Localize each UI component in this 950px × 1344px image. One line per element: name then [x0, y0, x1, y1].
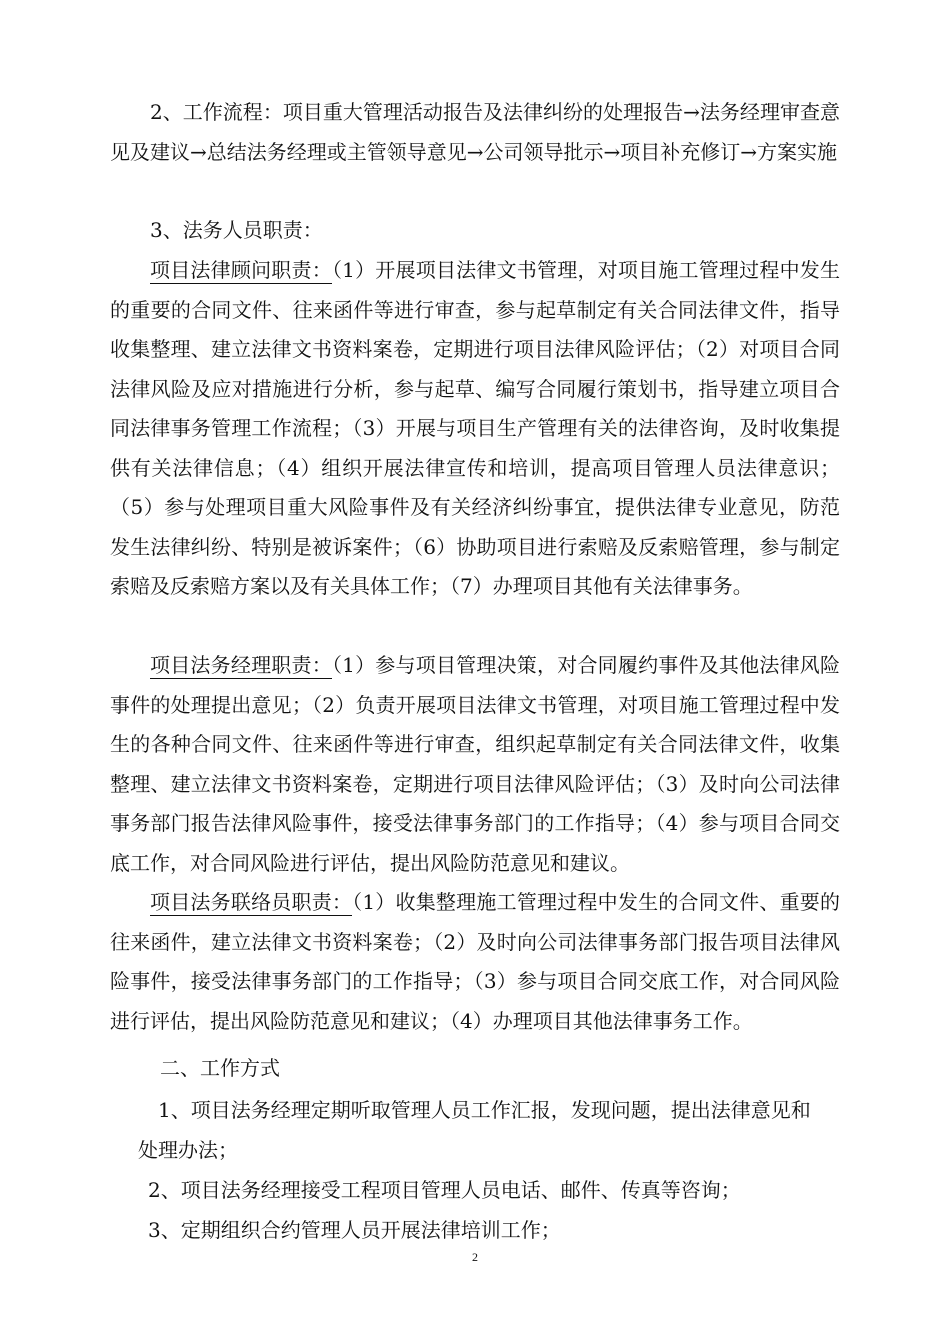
legal-manager-duties-text: （1）参与项目管理决策，对合同履约事件及其他法律风险事件的处理提出意见；（2）负责开展项目法律文书管理，对项目施工管理过程中发生的各种合同文件、往来函件等进行审查，组织起草制定有关合同法律文件，收集整理、建立法律文书资料案卷，定期进行项目法律风险评估；（3）及时向公司法律事务部门报告法律风险事件，接受法律事务部门的工作指导；（4）参与项目合同交底工作，对合同风险进行评估，提出风险防范意见和建议。	[110, 653, 841, 875]
legal-manager-duties-label: 项目法务经理职责：	[150, 653, 332, 677]
method-item-1-line-2: 处理办法；	[138, 1138, 238, 1162]
legal-liaison-duties-paragraph	[110, 883, 840, 1041]
legal-advisor-duties-text: （1）开展项目法律文书管理，对项目施工管理过程中发生的重要的合同文件、往来函件等进行审查，参与起草制定有关合同法律文件，指导收集整理、建立法律文书资料案卷，定期进行项目法律风险评估；（2）对项目合同法律风险及应对措施进行分析，参与起草、编写合同履行策划书，指导建立项目合同法律事务管理工作流程；（3）开展与项目生产管理有关的法律咨询，及时收集提供有关法律信息；（4）组织开展法律宣传和培训，提高项目管理人员法律意识；（5）参与处理项目重大风险事件及有关经济纠纷事宜，提供法律专业意见，防范发生法律纠纷、特别是被诉案件；（6）协助项目进行索赔及反索赔管理，参与制定索赔及反索赔方案以及有关具体工作；（7）办理项目其他有关法律事务。	[110, 258, 841, 598]
workflow-paragraph: 2、工作流程：项目重大管理活动报告及法律纠纷的处理报告→法务经理审查意见及建议→总结法务经理或主管领导意见→公司领导批示→项目补充修订→方案实施	[110, 100, 840, 164]
legal-liaison-duties-label: 项目法务联络员职责：	[150, 890, 353, 914]
legal-advisor-duties-label: 项目法律顾问职责：	[150, 258, 332, 282]
method-item-1-line-1: 1、项目法务经理定期听取管理人员工作汇报，发现问题，提出法律意见和	[158, 1098, 811, 1122]
method-item-2: 2、项目法务经理接受工程项目管理人员电话、邮件、传真等咨询；	[148, 1178, 741, 1202]
legal-liaison-duties-text: （1）收集整理施工管理过程中发生的合同文件、重要的往来函件，建立法律文书资料案卷；（2）及时向公司法律事务部门报告项目法律风险事件，接受法律事务部门的工作指导；（3）参与项目合同交底工作，对合同风险进行评估，提出风险防范意见和建议；（4）办理项目其他法律事务工作。	[110, 890, 840, 1033]
working-method-heading: 二、工作方式	[160, 1056, 280, 1080]
staff-duties-heading: 3、法务人员职责：	[150, 218, 323, 242]
page-number: 2	[472, 1250, 478, 1264]
legal-manager-duties-paragraph	[110, 646, 840, 883]
method-item-3: 3、定期组织合约管理人员开展法律培训工作；	[148, 1218, 561, 1242]
legal-advisor-duties-paragraph	[110, 251, 840, 607]
